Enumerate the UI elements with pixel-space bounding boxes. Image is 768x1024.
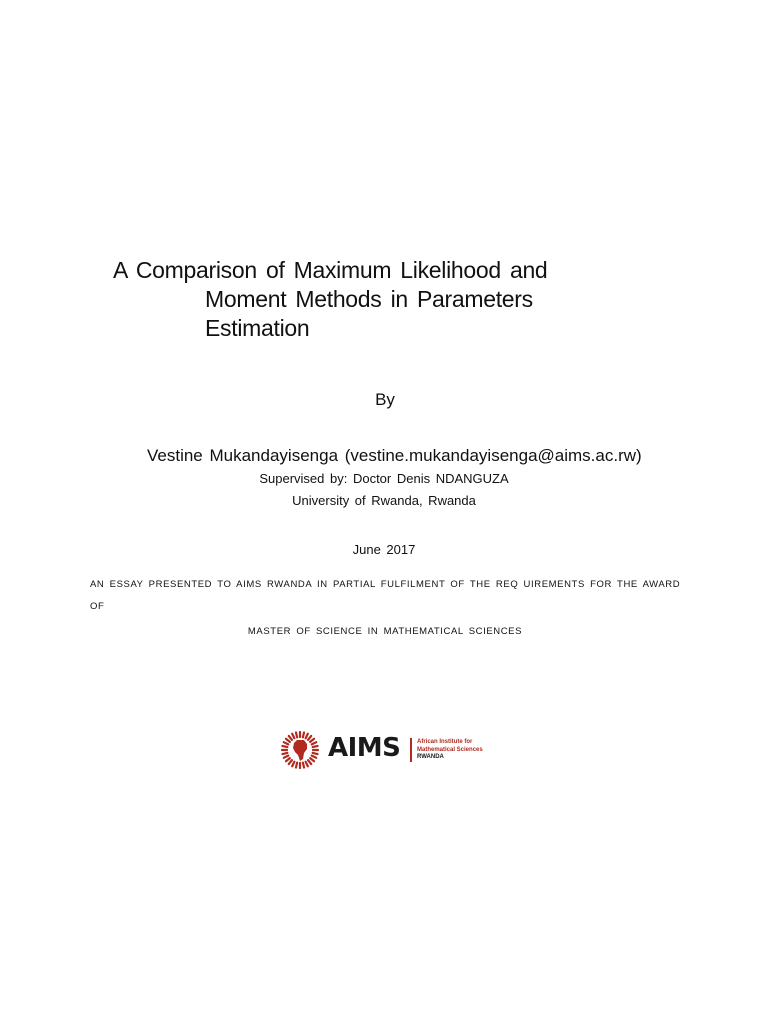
degree-line: MASTER OF SCIENCE IN MATHEMATICAL SCIENCES — [247, 626, 523, 637]
logo-ray — [308, 736, 311, 740]
logo-ray — [310, 739, 314, 742]
logo-ray — [308, 760, 311, 764]
logo-ray — [292, 734, 294, 739]
logo-subtitle-line-2: Mathematical Sciences — [417, 746, 483, 753]
logo-ray — [284, 756, 289, 758]
logo-subtitle-line-1: African Institute for — [417, 739, 473, 745]
logo-ray — [310, 758, 314, 761]
logo-ray — [296, 732, 297, 737]
logo-ray — [312, 742, 317, 744]
logo-divider — [410, 738, 412, 762]
logo-ray — [286, 758, 290, 761]
university-line: University of Rwanda, Rwanda — [292, 493, 476, 508]
logo-ray — [282, 746, 287, 747]
logo-ray — [313, 746, 318, 747]
logo-ray — [289, 736, 292, 740]
author-line: Vestine Mukandayisenga (vestine.mukandayisenga@aims.ac.rw) — [147, 446, 642, 465]
date-line: June 2017 — [352, 542, 416, 557]
logo-ray — [296, 763, 297, 768]
logo-ray — [292, 762, 294, 767]
logo-subtitle — [417, 739, 483, 762]
logo-ray — [313, 753, 318, 754]
supervisor-line: Supervised by: Doctor Denis NDANGUZA — [259, 471, 509, 486]
title-line-1: A Comparison of Maximum Likelihood and — [113, 257, 548, 283]
logo-ray — [303, 763, 304, 768]
logo-ray — [312, 756, 317, 758]
logo-ray — [306, 734, 308, 739]
logo-ray — [306, 762, 308, 767]
title-line-2: Moment Methods in Parameters — [205, 286, 533, 312]
logo-ray — [289, 760, 292, 764]
logo-subtitle-line-3: RWANDA — [417, 754, 444, 760]
logo-ray — [303, 732, 304, 737]
aims-logo — [280, 731, 490, 769]
logo-wordmark: AIMS — [328, 733, 401, 763]
logo-ray — [284, 742, 289, 744]
africa-sunburst-icon — [280, 731, 320, 769]
logo-ray — [286, 739, 290, 742]
essay-statement-line-1: AN ESSAY PRESENTED TO AIMS RWANDA IN PARTIAL FULFILMENT OF THE REQ UIREMENTS FOR THE AWARD — [90, 579, 681, 590]
essay-statement-line-2: OF — [90, 601, 105, 612]
by-label: By — [375, 390, 395, 409]
title-line-3: Estimation — [205, 315, 310, 341]
logo-ray — [282, 753, 287, 754]
